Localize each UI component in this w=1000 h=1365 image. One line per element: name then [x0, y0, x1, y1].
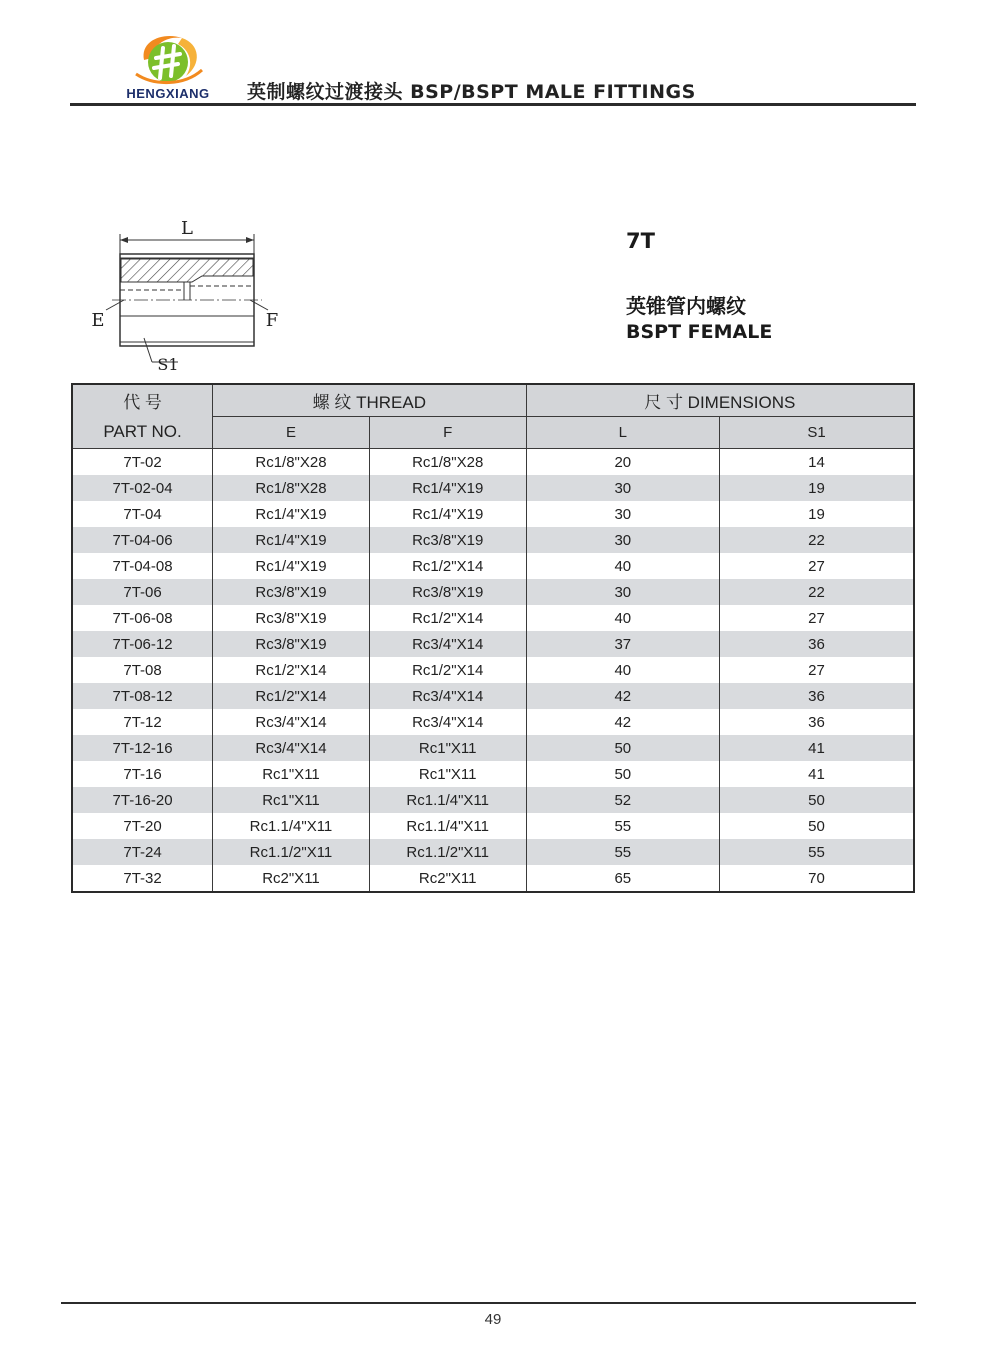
- cell-part-no: 7T-04-06: [72, 527, 213, 553]
- table-row: [72, 813, 914, 839]
- cell-thread-e: Rc3/4"X14: [213, 735, 370, 761]
- product-code: 7T: [626, 229, 655, 253]
- cell-thread-e: Rc1/8"X28: [213, 449, 370, 476]
- cell-part-no: 7T-02-04: [72, 475, 213, 501]
- cell-dim-l: 52: [526, 787, 719, 813]
- cell-dim-l: 42: [526, 709, 719, 735]
- cell-dim-s1: 27: [720, 605, 914, 631]
- cell-part-no: 7T-08: [72, 657, 213, 683]
- cell-dim-s1: 14: [720, 449, 914, 476]
- cell-part-no: 7T-04-08: [72, 553, 213, 579]
- table-row: [72, 839, 914, 865]
- cell-dim-l: 55: [526, 839, 719, 865]
- cell-thread-e: Rc1/4"X19: [213, 501, 370, 527]
- cell-dim-l: 30: [526, 579, 719, 605]
- cell-part-no: 7T-32: [72, 865, 213, 892]
- spec-table: [71, 383, 915, 893]
- cell-part-no: 7T-24: [72, 839, 213, 865]
- table-row: [72, 683, 914, 709]
- header-col-e: E: [213, 417, 370, 449]
- cell-thread-f: Rc3/4"X14: [369, 631, 526, 657]
- cell-dim-l: 40: [526, 605, 719, 631]
- cell-thread-e: Rc3/8"X19: [213, 579, 370, 605]
- table-row: [72, 735, 914, 761]
- cell-part-no: 7T-06-08: [72, 605, 213, 631]
- cell-thread-f: Rc3/8"X19: [369, 527, 526, 553]
- cell-thread-e: Rc2"X11: [213, 865, 370, 892]
- cell-thread-e: Rc1"X11: [213, 787, 370, 813]
- cell-part-no: 7T-12-16: [72, 735, 213, 761]
- dim-label-s1: S1: [157, 355, 179, 374]
- header-divider: [70, 103, 916, 106]
- cell-dim-s1: 27: [720, 553, 914, 579]
- cell-dim-l: 40: [526, 553, 719, 579]
- cell-dim-s1: 19: [720, 475, 914, 501]
- table-row: [72, 449, 914, 476]
- cell-dim-s1: 19: [720, 501, 914, 527]
- cell-dim-s1: 36: [720, 709, 914, 735]
- cell-part-no: 7T-20: [72, 813, 213, 839]
- table-row: [72, 657, 914, 683]
- cell-thread-f: Rc1/4"X19: [369, 475, 526, 501]
- cell-part-no: 7T-02: [72, 449, 213, 476]
- table-row: [72, 501, 914, 527]
- cell-dim-l: 40: [526, 657, 719, 683]
- product-name-cn: 英锥管内螺纹: [626, 294, 746, 318]
- cell-dim-l: 30: [526, 475, 719, 501]
- cell-thread-f: Rc3/4"X14: [369, 709, 526, 735]
- cell-thread-f: Rc1/2"X14: [369, 657, 526, 683]
- header-part-no-en: PART NO.: [72, 417, 213, 449]
- cell-dim-l: 65: [526, 865, 719, 892]
- cell-thread-e: Rc1/2"X14: [213, 683, 370, 709]
- dim-label-l: L: [181, 218, 193, 239]
- hengxiang-logo-icon: [130, 30, 206, 88]
- cell-part-no: 7T-16-20: [72, 787, 213, 813]
- table-row: [72, 709, 914, 735]
- cell-thread-e: Rc1"X11: [213, 761, 370, 787]
- cell-thread-e: Rc1.1/2"X11: [213, 839, 370, 865]
- cell-dim-l: 37: [526, 631, 719, 657]
- header-part-no-cn: 代 号: [72, 384, 213, 417]
- cell-part-no: 7T-12: [72, 709, 213, 735]
- header-thread: 螺 纹 THREAD: [213, 384, 526, 417]
- cell-dim-l: 50: [526, 761, 719, 787]
- table-row: [72, 475, 914, 501]
- cell-thread-f: Rc1.1/2"X11: [369, 839, 526, 865]
- cell-thread-e: Rc1.1/4"X11: [213, 813, 370, 839]
- table-row: [72, 787, 914, 813]
- cell-thread-e: Rc1/2"X14: [213, 657, 370, 683]
- cell-dim-s1: 41: [720, 761, 914, 787]
- cell-thread-e: Rc3/8"X19: [213, 631, 370, 657]
- cell-thread-f: Rc1/4"X19: [369, 501, 526, 527]
- cell-thread-e: Rc1/4"X19: [213, 527, 370, 553]
- table-row: [72, 579, 914, 605]
- page-header-title: 英制螺纹过渡接头 BSP/BSPT MALE FITTINGS: [247, 81, 696, 103]
- cell-thread-e: Rc3/8"X19: [213, 605, 370, 631]
- cell-thread-f: Rc1/2"X14: [369, 553, 526, 579]
- cell-dim-l: 20: [526, 449, 719, 476]
- cell-dim-s1: 22: [720, 579, 914, 605]
- cell-thread-f: Rc1.1/4"X11: [369, 813, 526, 839]
- table-row: [72, 761, 914, 787]
- cell-dim-s1: 27: [720, 657, 914, 683]
- table-row: [72, 631, 914, 657]
- table-row: [72, 865, 914, 892]
- cell-thread-f: Rc2"X11: [369, 865, 526, 892]
- cell-dim-l: 30: [526, 527, 719, 553]
- cell-part-no: 7T-08-12: [72, 683, 213, 709]
- cell-dim-l: 42: [526, 683, 719, 709]
- cell-thread-e: Rc1/8"X28: [213, 475, 370, 501]
- cell-dim-s1: 70: [720, 865, 914, 892]
- cell-thread-e: Rc1/4"X19: [213, 553, 370, 579]
- cell-thread-f: Rc1"X11: [369, 761, 526, 787]
- header-col-s1: S1: [720, 417, 914, 449]
- cell-dim-l: 55: [526, 813, 719, 839]
- page-number: 49: [484, 1311, 502, 1328]
- brand-logo: [108, 30, 228, 105]
- cell-thread-f: Rc3/4"X14: [369, 683, 526, 709]
- header-col-l: L: [526, 417, 719, 449]
- cell-thread-f: Rc1/8"X28: [369, 449, 526, 476]
- table-row: [72, 553, 914, 579]
- cell-dim-s1: 36: [720, 683, 914, 709]
- fitting-drawing: [84, 216, 284, 381]
- cell-dim-s1: 50: [720, 787, 914, 813]
- footer-divider: [61, 1302, 916, 1304]
- table-row: [72, 527, 914, 553]
- cell-thread-f: Rc1"X11: [369, 735, 526, 761]
- cell-thread-f: Rc3/8"X19: [369, 579, 526, 605]
- cell-thread-f: Rc1.1/4"X11: [369, 787, 526, 813]
- table-row: [72, 605, 914, 631]
- product-name-en: BSPT FEMALE: [626, 321, 773, 343]
- cell-dim-s1: 41: [720, 735, 914, 761]
- cell-dim-s1: 55: [720, 839, 914, 865]
- cell-part-no: 7T-04: [72, 501, 213, 527]
- cell-dim-l: 30: [526, 501, 719, 527]
- header-dimensions: 尺 寸 DIMENSIONS: [526, 384, 914, 417]
- cell-thread-e: Rc3/4"X14: [213, 709, 370, 735]
- cell-part-no: 7T-06-12: [72, 631, 213, 657]
- cell-part-no: 7T-16: [72, 761, 213, 787]
- cell-thread-f: Rc1/2"X14: [369, 605, 526, 631]
- cell-part-no: 7T-06: [72, 579, 213, 605]
- dim-label-f: F: [265, 310, 279, 331]
- cell-dim-s1: 50: [720, 813, 914, 839]
- header-col-f: F: [369, 417, 526, 449]
- dim-label-e: E: [91, 310, 105, 331]
- brand-name: HENGXIANG: [126, 86, 210, 101]
- cell-dim-s1: 36: [720, 631, 914, 657]
- cell-dim-l: 50: [526, 735, 719, 761]
- cell-dim-s1: 22: [720, 527, 914, 553]
